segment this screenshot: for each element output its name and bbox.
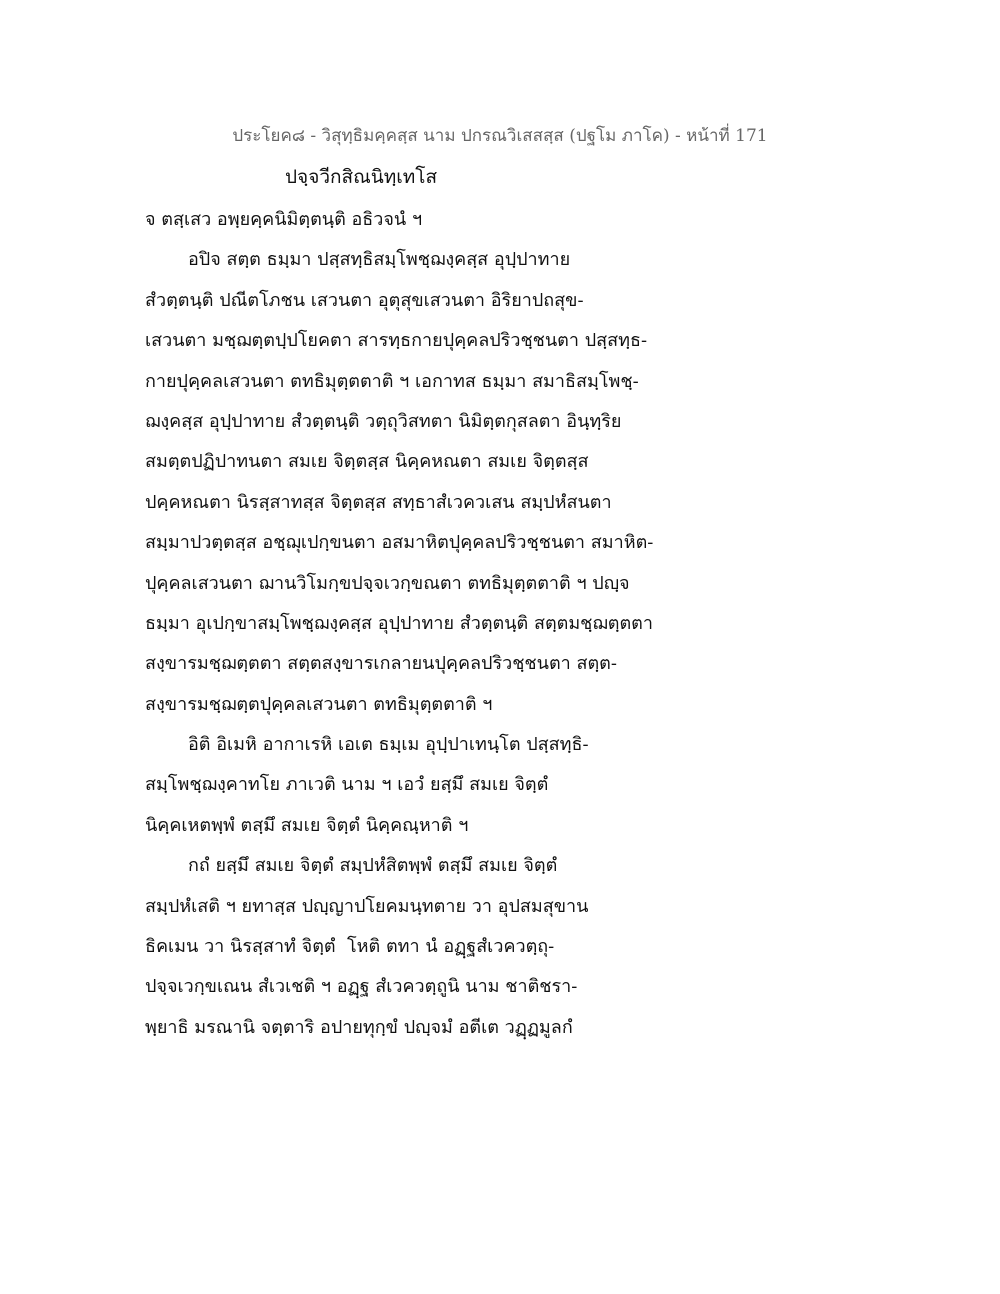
body-text	[145, 200, 725, 1048]
text-line: สมฺปหํเสติ ฯ ยทาสฺส ปญฺญาปโยคมนฺทตาย วา อุปสมสุขาน	[145, 895, 589, 917]
text-line: สงฺขารมชฺฌตฺตตา สตฺตสงฺขารเกลายนปุคฺคลปริวชฺชนตา สตฺต-	[145, 653, 617, 675]
text-line: ฌงฺคสฺส อุปฺปาทาย สํวตฺตนฺติ วตฺถุวิสทตา นิมิตฺตกุสลตา อินฺทฺริย	[145, 410, 622, 432]
text-line: สมฺโพชฺฌงฺคาทโย ภาเวติ นาม ฯ เอวํ ยสฺมึ สมเย จิตฺตํ	[145, 774, 549, 796]
text-line: พฺยาธิ มรณานิ จตฺตาริ อปายทุกฺขํ ปญฺจมํ อตีเต วฏฺฏมูลกํ	[145, 1016, 573, 1038]
text-line: เสวนตา มชฺฌตฺตปฺปโยคตา สารทฺธกายปุคฺคลปริวชฺชนตา ปสฺสทฺธ-	[145, 330, 648, 352]
text-line: ปุคฺคลเสวนตา ฌานวิโมกฺขปจฺจเวกฺขณตา ตทธิมุตฺตตาติ ฯ ปญฺจ	[145, 572, 630, 594]
text-line: กายปุคฺคลเสวนตา ตทธิมุตฺตตาติ ฯ เอกาทส ธมฺมา สมาธิสมฺโพชฺ-	[145, 370, 639, 392]
text-line: อปิจ สตฺต ธมฺมา ปสฺสทฺธิสมฺโพชฺฌงฺคสฺส อุปฺปาทาย	[188, 249, 571, 271]
text-line: ปจฺจเวกฺขเณน สํเวเชติ ฯ อฏฺฐ สํเวควตฺถูนิ นาม ชาติชรา-	[145, 976, 578, 998]
text-line: ธมฺมา อุเปกฺขาสมฺโพชฺฌงฺคสฺส อุปฺปาทาย สํวตฺตนฺติ สตฺตมชฺฌตฺตตา	[145, 612, 653, 634]
text-line: นิคฺคเหตพฺพํ ตสฺมึ สมเย จิตฺตํ นิคฺคณฺหาติ ฯ	[145, 814, 469, 836]
text-line: กถํ ยสฺมึ สมเย จิตฺตํ สมฺปหํสิตพฺพํ ตสฺมึ สมเย จิตฺตํ	[188, 855, 558, 877]
text-line: สมตฺตปฏิปาทนตา สมเย จิตฺตสฺส นิคฺคหณตา สมเย จิตฺตสฺส	[145, 451, 589, 473]
text-line: สงฺขารมชฺฌตฺตปุคฺคลเสวนตา ตทธิมุตฺตตาติ ฯ	[145, 693, 493, 715]
section-heading: ปจฺจวีกสิณนิทฺเทโส	[285, 166, 438, 188]
text-line: อิติ อิเมหิ อากาเรหิ เอเต ธมฺเม อุปฺปาเทนฺโต ปสฺสทฺธิ-	[188, 734, 589, 756]
running-header: ประโยค๘ - วิสุทฺธิมคฺคสฺส นาม ปกรณวิเสสสฺส (ปฐโม ภาโค) - หน้าที่ 171	[232, 126, 768, 146]
text-line: สมฺมาปวตฺตสฺส อชฺฌุเปกฺขนตา อสมาหิตปุคฺคลปริวชฺชนตา สมาหิต-	[145, 532, 654, 554]
text-line: สํวตฺตนฺติ ปณีตโภชน เสวนตา อุตุสุขเสวนตา อิริยาปถสุข-	[145, 289, 584, 311]
text-line: จ ตสฺเสว อพฺยคฺคนิมิตฺตนฺติ อธิวจนํ ฯ	[145, 209, 423, 230]
text-line: ปคฺคหณตา นิรสฺสาทสฺส จิตฺตสฺส สทฺธาสํเวควเสน สมฺปหํสนตา	[145, 491, 612, 513]
text-line: ธิคเมน วา นิรสฺสาทํ จิตฺตํ ￼ โหติ ตทา นํ อฏฺฐสํเวควตฺถุ-	[145, 936, 555, 958]
